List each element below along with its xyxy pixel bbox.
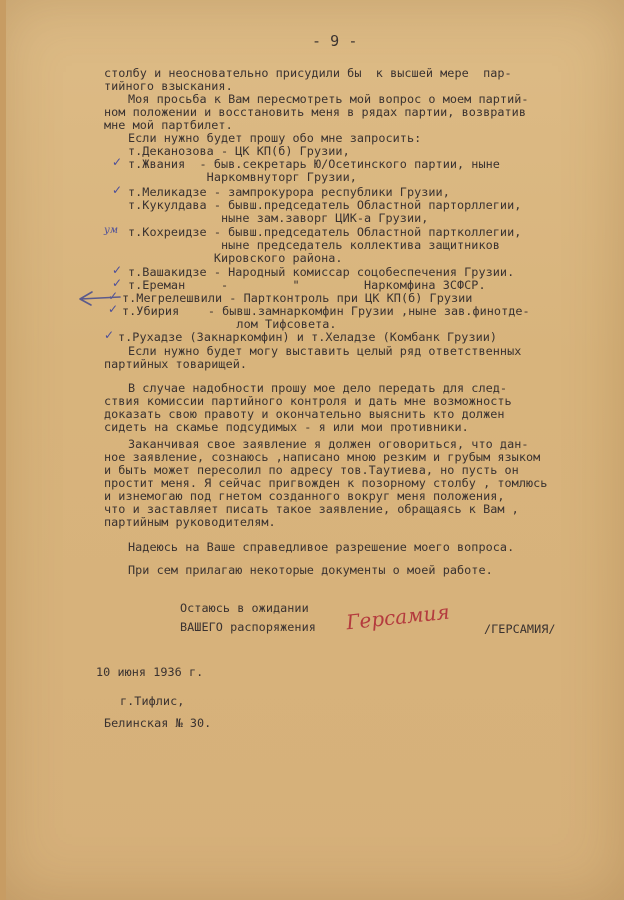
checkmark-icon: ✓ xyxy=(112,183,123,197)
closing-line: Остаюсь в ожидании xyxy=(180,601,309,615)
checkmark-icon: ✓ xyxy=(112,263,123,277)
text-line: Если нужно будет прошу обо мне запросить: xyxy=(128,131,422,145)
reference-line: т.Вашакидзе - Народный комиссар соцобеспечения Грузии. xyxy=(128,265,515,279)
reference-line: ныне зам.заворг ЦИК-а Грузии, xyxy=(128,211,429,225)
page-number: - 9 - xyxy=(312,32,358,50)
margin-note: ум xyxy=(104,225,119,236)
text-line: партийным руководителям. xyxy=(104,515,276,529)
checkmark-icon: ✓ xyxy=(108,289,119,303)
text-line: Моя просьба к Вам пересмотреть мой вопрос о моем партий- xyxy=(128,92,529,106)
reference-line: Наркомвнуторг Грузии, xyxy=(128,170,357,184)
reference-line: т.Ереман - " Наркомфина ЗСФСР. xyxy=(128,278,486,292)
checkmark-icon: ✓ xyxy=(104,328,115,342)
text-line: и изнемогаю под гнетом созданного вокруг меня положения, xyxy=(104,489,505,503)
reference-line: Кировского района. xyxy=(128,251,343,265)
reference-line: т.Кукулдава - бывш.председатель Областной парторллегии, xyxy=(128,198,522,212)
text-line: ном положении и восстановить меня в рядах партии, возвратив xyxy=(104,105,526,119)
checkmark-icon: ✓ xyxy=(108,302,119,316)
document-city: г.Тифлис, xyxy=(120,694,185,708)
text-line: и быть может пересолил по адресу тов.Таутиева, но пусть он xyxy=(104,463,519,477)
text-line: тийного взыскания. xyxy=(104,79,233,93)
handwritten-signature: Герсамия xyxy=(345,599,451,635)
reference-line: т.Меликадзе - зампрокурора республики Грузии, xyxy=(128,185,450,199)
text-line: В случае надобности прошу мое дело передать для след- xyxy=(128,381,508,395)
text-line: партийных товарищей. xyxy=(104,357,248,371)
text-line: что и заставляет писать такое заявление, обращаясь к Вам , xyxy=(104,502,519,516)
text-line: столбу и неосновательно присудили бы к высшей мере пар- xyxy=(104,66,512,80)
reference-line: т.Деканозова - ЦК КП(б) Грузии, xyxy=(128,144,350,158)
text-line: сидеть на скамье подсудимых - я или мои противники. xyxy=(104,420,469,434)
reference-line: т.Убирия - бывш.замнаркомфин Грузии ,ныне зав.финотде- xyxy=(122,304,530,318)
reference-line: лом Тифсовета. xyxy=(122,317,337,331)
text-line: ное заявление, сознаюсь ,написано мною резким и грубым языком xyxy=(104,450,541,464)
reference-line: т.Рухадзе (Закнаркомфин) и т.Хеладзе (Комбанк Грузии) xyxy=(118,330,498,344)
typed-signature: /ГЕРСАМИЯ/ xyxy=(484,622,556,636)
text-line: простит меня. Я сейчас пригвожден к позорному столбу , томлюсь xyxy=(104,476,548,490)
text-line: При сем прилагаю некоторые документы о моей работе. xyxy=(128,563,493,577)
reference-line: т.Мегрелешвили - Партконтроль при ЦК КП(б) Грузии xyxy=(122,291,473,305)
reference-line: ныне председатель коллектива защитников xyxy=(128,238,500,252)
text-line: мне мой партбилет. xyxy=(104,118,233,132)
text-line: доказать свою правоту и окончательно выяснить кто должен xyxy=(104,407,505,421)
closing-line: ВАШЕГО распоряжения xyxy=(180,620,316,634)
text-line: ствия комиссии партийного контроля и дать мне возможность xyxy=(104,394,512,408)
reference-line: т.Жвания - быв.секретарь Ю/Осетинского партии, ныне xyxy=(128,157,500,171)
text-line: Если нужно будет могу выставить целый ряд ответственных xyxy=(128,344,522,358)
reference-line: т.Кохреидзе - бывш.председатель Областной партколлегии, xyxy=(128,225,522,239)
document-date: 10 июня 1936 г. xyxy=(96,665,204,679)
text-line: Надеюсь на Ваше справедливое разрешение моего вопроса. xyxy=(128,540,515,554)
checkmark-icon: ✓ xyxy=(112,276,123,290)
text-line: Заканчивая свое заявление я должен оговориться, что дан- xyxy=(128,437,529,451)
document-address: Белинская № 30. xyxy=(104,716,212,730)
checkmark-icon: ✓ xyxy=(112,155,123,169)
